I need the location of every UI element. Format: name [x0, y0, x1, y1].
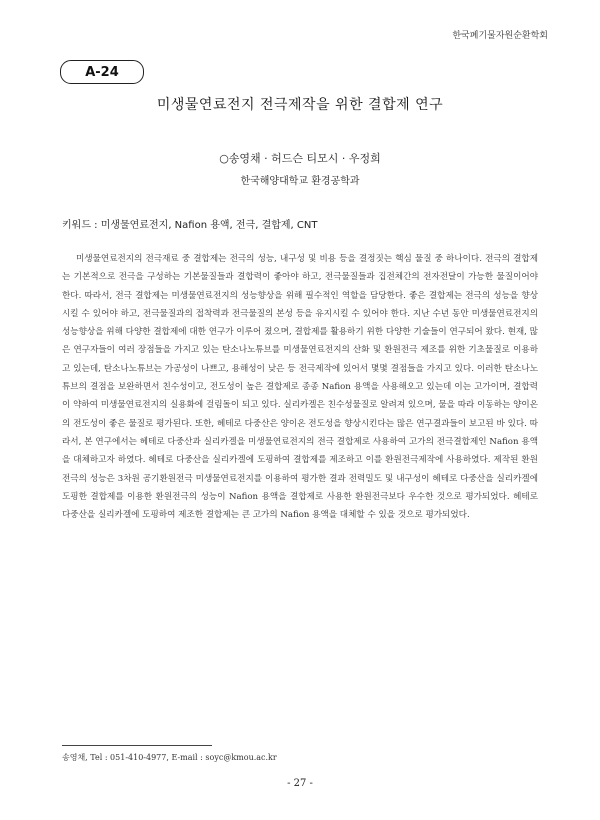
- page-number: - 27 -: [287, 778, 313, 789]
- paper-code-badge: A-24: [60, 60, 144, 84]
- paper-authors: ○송영채 · 허드슨 티모시 · 우정희: [219, 152, 381, 165]
- paper-abstract: 미생물연료전지의 전극재료 중 결합제는 전극의 성능, 내구성 및 비용 등을 결정짓는 핵심 물질 중 하나이다. 전극의 결합제는 기본적으로 전극을 구성하는 기본물질들과 결합력이 좋아야 하고, 전극물질들과 집전체간의 전자전달이 가능한 물질이어야 한다. 따라서, 전극 결합제는 미생물연료전지의 성능향상을 위해 필수적인 역할을 담당한다. 좋은 결합제는 전극의 성능을 향상시킬 수 있어야 하고, 전극물질과의 접착력과 전극물질의 본성 등을 유지시킬 수 있어야 한다. 지난 수년 동안 미생물연료전지의 성능향상을 위해 다양한 결합제에 대한 연구가 이루어 졌으며, 결합제를 활용하기 위한 다양한 기술들이 연구되어 왔다. 현재, 많은 연구자들이 여러 장점들을 가지고 있는 탄소나노튜브를 미생물연료전지의 산화 및 환원전극 제조를 위한 기초물질로 이용하고 있는데, 탄소나노튜브는 가공성이 나쁘고, 용해성이 낮은 등 전극제작에 있어서 몇몇 결점들을 가지고 있다. 이러한 탄소나노튜브의 결점을 보완하면서 친수성이고, 전도성이 높은 결합제로 종종 Nafion 용액을 사용해오고 있는데 이는 고가이며, 결합력이 약하여 미생물연료전지의 실용화에 걸림돌이 되고 있다. 실리카겔은 친수성물질로 알려져 있으며, 물을 따라 이동하는 양이온의 전도성이 좋은 물질로 평가된다. 또한, 헤테로 다중산은 양이온 전도성을 향상시킨다는 많은 연구결과들이 보고된 바 있다. 따라서, 본 연구에서는 헤테로 다중산과 실리카겔을 미생물연료전지의 전극 결합제로 사용하여 고가의 전극결합제인 Nafion 용액을 대체하고자 하였다. 헤테로 다중산을 실리카겔에 도핑하여 결합제를 제조하고 이를 환원전극제작에 사용하였다. 제작된 환원전극의 성능은 3차원 공기환원전극 미생물연료전지를 이용하여 평가한 결과 전력밀도 및 내구성이 헤테로 다중산을 실리카겔에 도핑한 결합제를 이용한 환원전극의 성능이 Nafion 용액을 결합제로 사용한 환원전극보다 우수한 것으로 평가되었다. 헤테로 다중산을 실리카겔에 도핑하여 제조한 결합제는 큰 고가의 Nafion 용액을 대체할 수 있을 것으로 평가되었다.: [62, 254, 538, 521]
- journal-organization: 한국폐기물자원순환학회: [452, 31, 548, 41]
- paper-keywords: 키워드 : 미생물연료전지, Nafion 용액, 전극, 결합제, CNT: [62, 220, 318, 231]
- footnote-divider: [62, 745, 212, 746]
- paper-title: 미생물연료전지 전극제작을 위한 결합제 연구: [156, 97, 444, 113]
- paper-affiliation: 한국해양대학교 환경공학과: [240, 176, 360, 187]
- footnote-contact: 송영채, Tel : 051-410-4977, E-mail : soyc@kmou.ac.kr: [62, 753, 277, 762]
